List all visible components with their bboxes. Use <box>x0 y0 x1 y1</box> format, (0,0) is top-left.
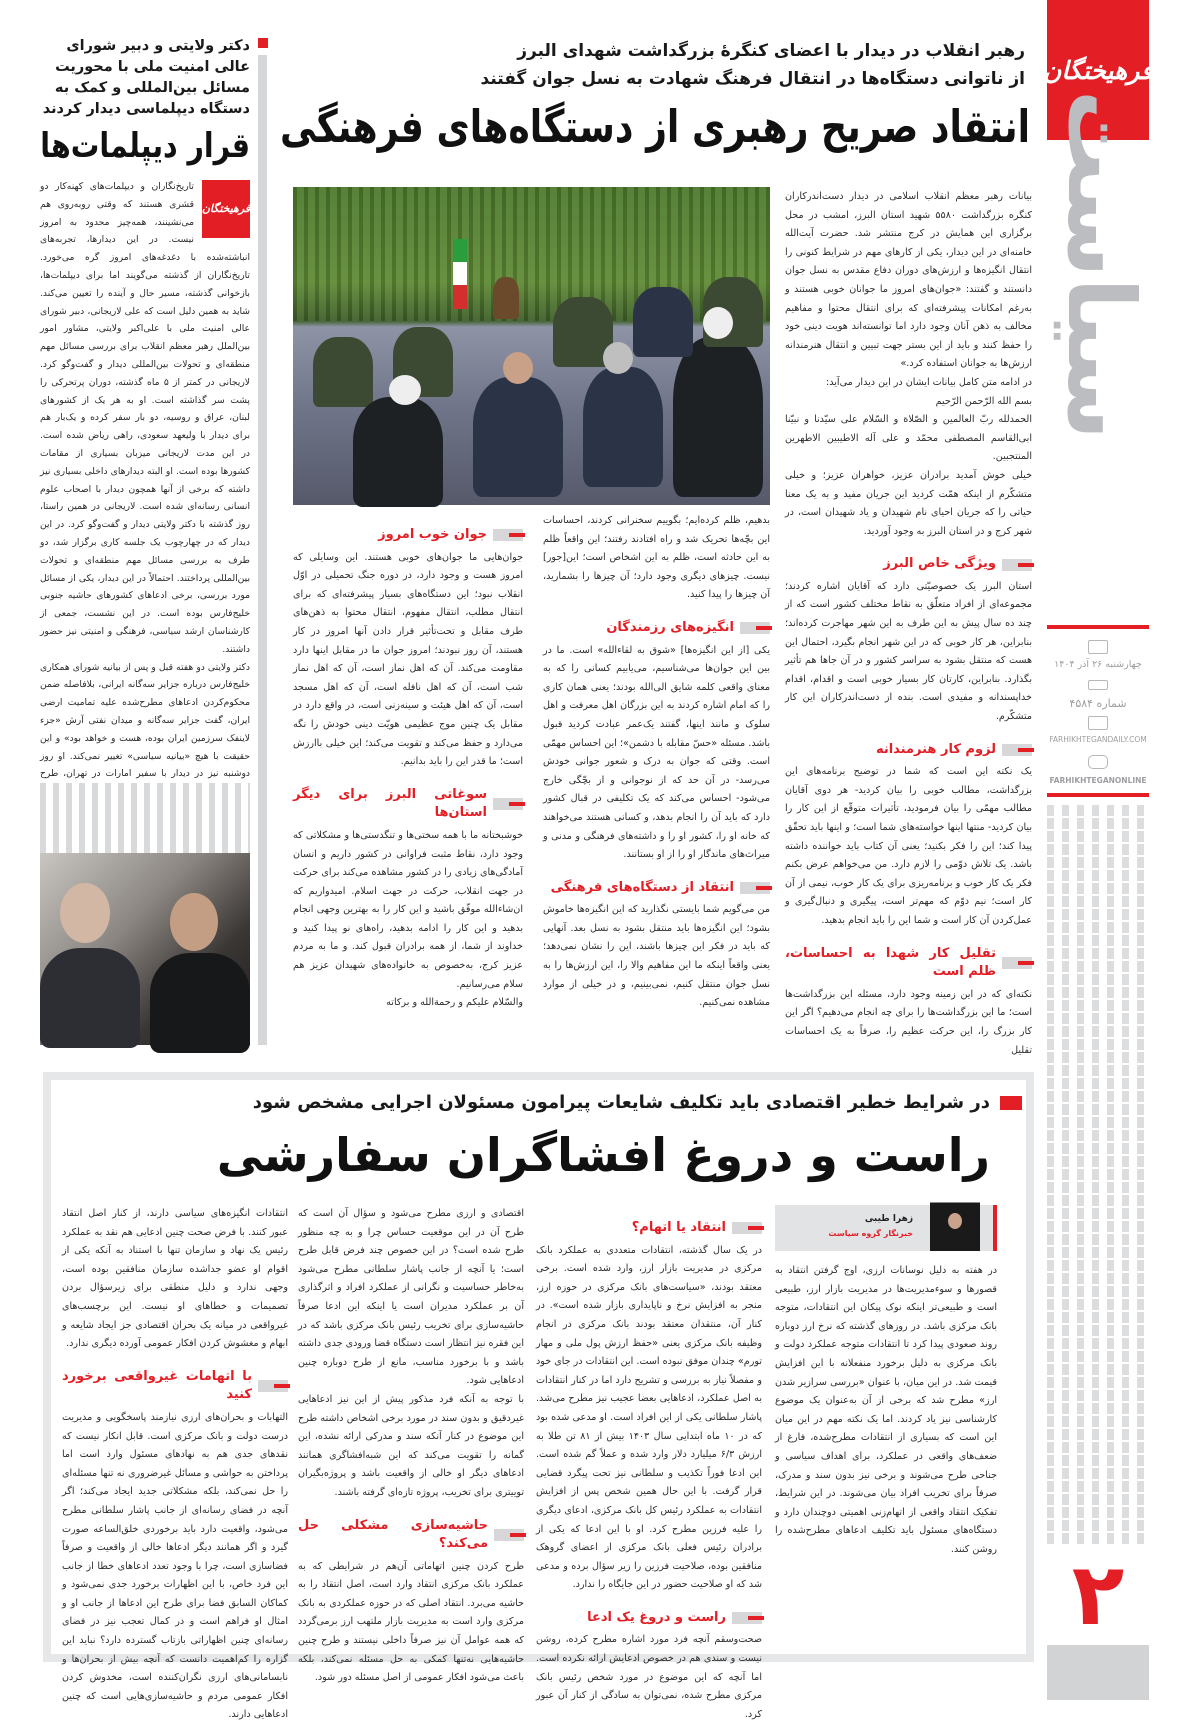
social-handle[interactable]: FARHIKHTEGANONLINE <box>1049 776 1147 785</box>
main-column-middle <box>543 512 770 1048</box>
paragraph: صحت‌وسقم آنچه فرد مورد اشاره مطرح کرده، روشن نیست و سندی هم در خصوص ادعایش ارائه نکرده است. اما آنچه که این موضوع در مورد شخص رئیس بانک مرکزی مطرح شده، نمی‌توان به سادگی از کنار آن عبور کرد. <box>536 1634 762 1720</box>
author-role: خبرنگار گروه سیاست <box>828 1229 913 1238</box>
paragraph: انتقادات انگیزه‌های سیاسی دارند، از کنار اصل انتقاد عبور کنند. با فرض صحت چنین ادعایی هم نقد به عملکرد رئیس یک نهاد و سازمان تنها با استناد به آنکه یکی از اقوام او عضو جداشده سازمان منافقین بوده است، وجهی ندارد و دلیل منطقی برای زیرسؤال بردن تصمیمات و خطاهای او نیست. این برچسب‌های غیرواقعی در میانه یک بحران اقتصادی جز ایجاد شایعه و ابهام و مغشوش کردن افکار عمومی آورده دیگری ندارد. <box>62 1208 288 1350</box>
paragraph: یکی [از این انگیزه‌ها] «شوق به لقاءالله» است. ما در بین این جوان‌ها می‌شناسیم، می‌یابیم کسانی را که به معنای واقعی کلمه شایق الی‌الله بودند؛ یعنی همان کاری را که امام اشاره کردند به این بزرگان اهل معرفت و اهل سلوک و مانند اینها، گفتند یک‌عمر عبادت کردید قبول باشد. مسئله «حسّ مقابله با دشمن»؛ این احساس مهمّی است. وقتی که جوان به درک و شعور جوانی خودش می‌رسد- در آن حد که از نوجوانی و از بچّگی خارج می‌شود- احساس می‌کند که یک تکلیفی در قبال کشور دارد که باید آن را انجام بدهد، و کسانی هستند می‌خواهند که خانه او را، کشور او را و داشته‌های فرهنگی و مدنی و میراث‌های ماندگار او را از او بستانند. <box>543 644 770 861</box>
bottom-headline: راست و دروغ افشاگران سفارشی <box>216 1128 990 1182</box>
accent-bar <box>1000 1096 1022 1110</box>
paragraph: بیانات رهبر معظم انقلاب اسلامی در دیدار دست‌اندرکاران کنگره بزرگداشت ۵۵۸۰ شهید استان البرز، امشب در محل برگزاری این همایش در کرج منتشر شد. حضرت آیت‌الله خامنه‌ای در این دیدار، یکی از کارهای مهم در شرایط کنونی را انتقال انگیزه‌ها و ارزش‌های دوران دفاع مقدس به نسل جوان دانستند و گفتند: «جوان‌های امروز ما جوانان خوبی هستند و به‌رغم امکانات پیشرفته‌ای که برای انتقال محتوا و مفاهیم مخالف به ذهن آنان وجود دارد اما توانسته‌اند هویت دینی خود را حفظ کنند و باید از این بستر جهت تبیین و انتقال هنرمندانه ارزش‌ها به جوانان استفاده کرد.» <box>785 191 1032 370</box>
paragraph: بدهیم، ظلم کرده‌ایم؛ بگوییم سخنرانی کردند، احساسات این بچّه‌ها تحریک شد و راه افتادند رفتند؛ این واقعاً ظلم به این حادثه است، ظلم به این اشخاص است؛ این‌[جور] نیست. چیزهای دیگری وجود دارد؛ آن چیزها را بشمارید، آن چیزها را پیدا کنید. <box>543 515 770 601</box>
main-column-left <box>293 512 523 1048</box>
subheading <box>293 786 523 823</box>
website-icon <box>1088 716 1108 730</box>
bottom-column-2 <box>536 1205 763 1720</box>
side-headline: قرار دیپلمات‌ها <box>40 126 250 166</box>
subheading-marker-icon <box>740 882 770 894</box>
paragraph: جوان‌هایی ما جوان‌های خوبی هستند. این وسایلی که امروز هست و وجود دارد، در دوره جنگ تحمیلی در اوّل انقلاب نبود؛ این دستگاه‌های بسیار پیشرفته‌ای که برای انتقال مطلب، انتقال مفهوم، انتقال محتوا به ذهن‌های طرف مقابل و تحت‌تأثیر قرار دادن آنها امروز در کار هستند، آن روز نبودند؛ امروز جوان ما در مقابل اینها دارد مقاومت می‌کند. آن که اهل نماز است، آن که اهل نماز شب است، آن که اهل نافله است، آن که اهل مسجد است، آن که اهل هیئت و سینه‌زنی است، در واقع دارد در مقابل یک چنین موج عظیمی هویّت دینی خودش را نگه می‌دارد و حفظ می‌کند و تقویت می‌کند؛ این خیلی باارزش است؛ ما قدر این را باید بدانیم. <box>293 551 523 768</box>
author-name: زهرا طیبی <box>864 1214 913 1224</box>
subheading-marker-icon <box>1002 957 1032 969</box>
page-number: ۲ <box>1071 1545 1125 1645</box>
paragraph: خوشبختانه ما با همه سختی‌ها و تنگدستی‌ها و مشکلاتی که وجود دارد، نقاط مثبت فراوانی در کشور داریم و انسان آمادگی‌های زیادی را در کشور مشاهده می‌کند برای حرکت در جهت انقلاب، حرکت در جهت اسلام. امیدواریم که ان‌شاءالله موفّق باشید و این کار را به بهترین وجهی انجام بدهید و این کار را ادامه بدهید، راه‌های نو پیدا کنید و خداوند از شما، از همه برادران قبول کند. و ما به مردم عزیز کرج، به‌خصوص به خانواده‌های شهیدان عزیز هم سلام می‌رسانیم. <box>293 829 523 990</box>
subheading-marker-icon <box>493 798 523 810</box>
side-photo <box>40 853 250 1045</box>
bottom-column-4 <box>62 1205 288 1721</box>
website-link[interactable]: FARHIKHTEGANDAILY.COM <box>1049 735 1147 744</box>
paragraph: طرح کردن چنین اتهاماتی آن‌هم در شرایطی که به عملکرد بانک مرکزی انتقاد وارد است، اصل انتقاد را به حاشیه می‌برد. انتقاد اصلی که در حوزه عملکردی به بانک مرکزی وارد است به مدیریت بازار ملتهب ارز برمی‌گردد که همه عوامل آن نیز صرفاً داخلی نیستند و طرح چنین حاشیه‌هایی نه‌تنها کمکی به حل مسئله نمی‌کند، بلکه باعث می‌شود افکار عمومی از اصل مسئله دور شود. <box>298 1560 524 1684</box>
paragraph: اقتصادی و ارزی مطرح می‌شود و سؤال آن است که طرح آن در این موقعیت حساس چرا و به چه منظور طرح شده است؟ در این خصوص چند فرض قابل طرح است؛ یا آنچه از جانب پاشار سلطانی مطرح می‌شود به‌خاطر حساسیت و نگرانی از عملکرد افراد و اثرگذاری آن بر عملکرد مدیران است یا اینکه این ادعا صرفاً حاشیه‌سازی برای تخریب رئیس بانک مرکزی باشد که در این فقره نیز انتظار است دستگاه قضا ورودی جدی داشته باشد و با برخورد مناسب، مانع از طرح دوباره چنین ادعاهایی شود. <box>298 1208 524 1387</box>
subheading <box>62 1368 288 1405</box>
subheading-marker-icon <box>1002 559 1032 571</box>
paragraph: والسّلام علیکم و رحمةالله و برکاته <box>386 997 523 1009</box>
main-headline: انتقاد صریح رهبری از دستگاه‌های فرهنگی <box>280 100 1030 153</box>
subheading-marker-icon <box>732 1612 762 1624</box>
paragraph: من می‌گویم شما بایستی نگذارید که این انگیزه‌ها خاموش بشود؛ این انگیزه‌ها باید منتقل بشود به نسل بعد. آنهایی که باید در فکر این چیزها باشند، این را نشان نمی‌دهد؛ یعنی واقعاً اینکه ما این مفاهیم والا را، این ارزش‌ها را به نسل جوان منتقل کنیم، نمی‌بینیم، و در خیلی از موارد مشاهده نمی‌کنیم. <box>543 904 770 1009</box>
subheading-marker-icon <box>1002 744 1032 756</box>
subheading-text: با اتهامات غیرواقعی برخورد کنید <box>62 1368 252 1403</box>
subheading-text: سوغاتی البرز برای دیگر استان‌ها <box>293 786 487 821</box>
photo-pattern <box>40 783 250 853</box>
paragraph: الحمدلله ربّ العالمین و الصّلاة و السّلام علی سیّدنا و نبیّنا ابی‌القاسم المصطفی محمّد و علی آله الاطیبین الاطهرین المنتجبین. <box>785 414 1032 463</box>
subheading-text: ویژگی خاص البرز <box>883 556 996 572</box>
paragraph: تاریخ‌نگاران و دیپلمات‌های کهنه‌کار دو قشری هستند که وقتی رو‌به‌روی هم می‌نشینند، همه‌چیز محدود به امروز نیست. در این دیدارها، تجربه‌های انباشته‌شده با دغدغه‌های امروز گره می‌خورد. تاریخ‌نگاران از گذشته می‌گویند اما برای دیپلمات‌ها، بازخوانی گذشته، مسیر حال و آینده را تعیین می‌کند. شاید به همین دلیل است که علی لاریجانی، دبیر شورای عالی امنیت ملی با علی‌اکبر ولایتی، مشاور امور بین‌الملل رهبر معظم انقلاب برای بررسی مسائل مهم منطقه‌ای و تحولات بین‌المللی دیدار و گفت‌وگو کرد. لاریجانی در کمتر از ۵ ماه گذشته، دوران پرتحرکی را پشت سر گذاشته است. او به هر یک از کشورهای لبنان، عراق و روسیه، دو بار سفر کرده و یک‌بار هم برای دیدار با ولیعهد سعودی، راهی ریاض شده است. در این مدت لاریجانی میزبان بسیاری از مقامات کشورها بوده است. او البته دیدارهای داخلی بسیاری نیز داشته که برخی از آنها همچون دیدار با اصحاب علوم انسانی رسانه‌ای شده است. لاریجانی در همین راستا، روز گذشته با دکتر ولایتی دیدار و گفت‌وگو کرد. در این دیدار که در چهارچوب یک جلسه کاری برگزار شد، دو طرف به بررسی مسائل مهم منطقه‌ای و تحولات بین‌المللی پرداختند. احتمالاً در این دیدار، یکی از مسائل مورد بررسی، برخی ادعاهای کشورهای حاشیه جنوبی خلیج‌فارس بوده است. در این نشست، جمعی از کارشناسان ارشد سیاسی، فرهنگی و امنیتی نیز حضور داشتند. <box>40 181 250 655</box>
flag <box>453 239 467 309</box>
issue-number: شماره ۴۵۸۴ <box>1069 697 1127 710</box>
side-article-body <box>40 178 250 872</box>
subheading <box>543 879 770 898</box>
column-divider <box>258 55 267 1045</box>
paragraph: بسم الله الرّحمن الرّحیم <box>935 395 1032 407</box>
subheading-marker-icon <box>258 1380 288 1392</box>
section-title: سیاست <box>1047 89 1154 440</box>
divider <box>1047 625 1149 629</box>
subheading <box>536 1219 762 1238</box>
paragraph: در هفته‌ به دلیل نوسانات ارزی، اوج گرفتن انتقاد به قصورها و سوءمدیریت‌ها در مدیریت بازار ارز، طبیعی است و طبیعی‌تر اینکه نوک پیکان این انتقادات، متوجه بانک مرکزی باشد. در روزهای گذشته که نرخ ارز دوباره روند صعودی پیدا کرد تا انتقادات متوجه عملکرد دولت و بانک مرکزی به دلیل برخورد منفعلانه با این افزایش قیمت شد. در این میان، با عنوان «بررسی سرازیر شدن ارز» مطرح شد که برخی از آن به‌عنوان یک موضوع کارشناسی نیز یاد کردند. اما یک نکته مهم در این میان این است که بسیاری از انتقادات مطرح‌شده، فارغ از ضعف‌های واقعی در عملکرد، برای اهداف سیاسی و جناحی طرح می‌شوند و برخی نیز بدون سند و مدرک، صرفاً برای تخریب افراد بیان می‌شوند. در این شرایط، تفکیک انتقاد واقعی از اتهام‌زنی اهمیتی دوچندان دارد و دستگاه‌های مسئول باید تکلیف ادعاهای مطرح‌شده را روشن کنند. <box>775 1265 997 1555</box>
subheading-marker-icon <box>494 1529 524 1541</box>
bottom-column-1 <box>775 1262 997 1642</box>
paragraph: دکتر ولایتی دو هفته قبل و پس از بیانیه شورای همکاری خلیج‌فارس درباره جزایر سه‌گانه ایرانی، بلافاصله ضمن محکوم‌کردن ادعاهای مطرح‌شده علیه تمامیت ارضی ایران، گفت جزایر سه‌گانه و میدان نفتی آرش «جزء لاینفک سرزمین ایران بوده، هست و خواهد بود» و این حقیقت با هیچ «بیانیه سیاسی» تغییر نمی‌کند. او روز دوشنبه نیز در دیدار با سفیر امارات در تهران، طرح <box>40 661 250 780</box>
calendar-icon <box>1088 640 1108 654</box>
subheading <box>785 741 1032 760</box>
accent-square <box>258 38 268 48</box>
side-kicker: دکتر ولایتی و دبیر شورای عالی امنیت ملی با محوریت مسائل بین‌المللی و کمک به دستگاه دیپلماسی دیدار کردند <box>42 38 250 117</box>
subheading <box>536 1609 762 1628</box>
main-photo <box>293 187 770 505</box>
issue-date: چهارشنبه ۲۶ آذر ۱۴۰۴ <box>1054 659 1142 670</box>
subheading-text: انتقاد یا اتهام؟ <box>631 1220 726 1235</box>
paragraph: خیلی خوش آمدید برادران عزیز، خواهران عزیز؛ و خیلی متشکّرم از اینکه همّت کردید این جریان مفید و به یک معنا حیاتی را که جریان احیای نام شهیدان و یاد شهیدان است، در شهر کرج و در استان البرز به وجود آوردید. <box>785 469 1032 537</box>
side-article <box>40 36 251 780</box>
paragraph: در ادامه متن کامل بیانات ایشان در این دیدار می‌آید: <box>825 376 1032 388</box>
bottom-column-3 <box>298 1205 524 1684</box>
subheading <box>785 555 1032 574</box>
paragraph: نکته‌ای که در این زمینه وجود دارد، مسئله این بزرگداشت‌ها است؛ ما این بزرگداشت‌ها را برای چه انجام می‌دهیم؟ اگر این کار بزرگ را، این حرکت عظیم را، صرفاً به یک احساسات تقلیل <box>785 988 1032 1056</box>
subheading-marker-icon <box>493 529 523 541</box>
paragraph: التهابات و بحران‌های ارزی نیازمند پاسخگویی و مدیریت درست دولت و بانک مرکزی است. قابل انکار نیست که نقدهای جدی هم به نهادهای مسئول وارد است اما پرداختن به حواشی و مسائل غیرضروری نه تنها مسئله‌ای را حل نمی‌کند، بلکه مشکلاتی جدید ایجاد می‌کند؛ اگر آنچه در فضای رسانه‌ای از جانب پاشار سلطانی مطرح می‌شود، واقعیت دارد باید برخوردی خلق‌الساعه صورت گیرد و اگر همانند دیگر ادعاها خالی از واقعیت و صرفاً فضاسازی است، چرا با وجود تعدد ادعاهای خطا از جانب این فرد خاص، با این اظهارات برخورد جدی نمی‌شود و کماکان السابق فضا برای طرح این ادعاها از جانب او و امثال او فراهم است و در کمال تعجب نیز در فضای رسانه‌ای چنین اظهاراتی بازتاب گسترده دارد؟ نباید این گزاره را کم‌اهمیت دانست که آنچه بیش از بحران‌ها و نابسامانی‌های ارزی نگران‌کننده است، مخدوش کردن افکار عمومی مردم و حاشیه‌سازی‌هایی است که چنین ادعاهایی دارند. <box>62 1411 288 1721</box>
paragraph: با توجه به آنکه فرد مذکور پیش از این نیز ادعاهایی غیردقیق و بدون سند در مورد برخی اشخاص داشته طرح این موضوع در کنار آنکه سند و مدرکی ارائه نشده، این گمانه را تقویت می‌کند که این شبه‌افشاگری همانند ادعاهای دیگر او خالی از واقعیت باشد و پروژه‌بگیران توییتری برای تخریب، پروژه تازه‌ای گرفته باشند. <box>298 1393 524 1498</box>
newspaper-icon <box>1088 680 1108 690</box>
subheading-text: جوان خوب امروز <box>378 527 487 542</box>
newspaper-logo-small: فرهیختگان <box>202 180 250 238</box>
main-kicker-2: از ناتوانی دستگاه‌ها در انتقال فرهنگ شهادت به نسل جوان گفتند <box>480 69 1025 89</box>
subheading <box>298 1517 524 1554</box>
paragraph: استان البرز یک خصوصیّتی دارد که آقایان اشاره کردند؛ مجموعه‌ای از افراد متعلّق به نقاط مختلف کشور است که از چند ده سال پیش به این طرف به این شهر مهاجرت کرده‌اند؛ بنابراین، هر کار خوبی که در این شهر انجام بگیرد، احتمال این هست که منتقل بشود به سراسر کشور و در آن جاها هم تأثیر بگذارد. بنابراین، کارتان کار بسیار خوبی است و اقدام، اقدام خداپسندانه و مفیدی است. بنده از دست‌اندرکاران این کار متشکّرم. <box>785 580 1032 723</box>
subheading-text: لزوم کار هنرمندانه <box>875 741 996 757</box>
subheading-text: تقلیل کار شهدا به احساسات، ظلم است <box>785 945 996 980</box>
bottom-kicker: در شرایط خطیر اقتصادی باید تکلیف شایعات پیرامون مسئولان اجرایی مشخص شود <box>252 1092 990 1113</box>
author-avatar <box>930 1197 980 1251</box>
subheading-marker-icon <box>732 1222 762 1234</box>
subheading <box>543 619 770 638</box>
subheading-marker-icon <box>740 622 770 634</box>
subheading <box>293 526 523 545</box>
paragraph: در یک سال گذشته، انتقادات متعددی به عملکرد بانک مرکزی در مدیریت بازار ارز، وارد شده است. برخی معتقد بودند، «سیاست‌های بانک مرکزی در حوزه ارز، منجر به افزایش نرخ و ناپایداری بازار شده است». در کنار آن، منتقدان معتقد بودند بانک مرکزی در انجام وظیفه بانک مرکزی یعنی «حفظ ارزش پول ملی و مهار تورم» چندان موفق نبوده است. این انتقادات در جای خود و مفصلاً نیاز به بررسی و تشریح دارد اما در کنار انتقادات به اصل عملکرد، ادعاهایی بعضا عجیب نیز مطرح می‌شد. پاشار سلطانی یکی از این افراد است. او مدعی شده بود که در ۱۰ ماه ابتدایی سال ۱۴۰۳ بیش از ۸۱ تن طلا به ارزش ۶/۳ میلیارد دلار وارد شده و عملاً گم شده است. این ادعا فوراً تکذیب و سلطانی نیز تحت پیگرد قضایی قرار گرفت. با این حال همین شخص پس از افزایش انتقادات به عملکرد رئیس کل بانک مرکزی، ادعای دیگری را علیه فرزین مطرح کرد. او با این ادعا که یکی از برادران رئیس فعلی بانک مرکزی از اعضای گروهک منافقین بوده، صلاحیت فرزین را زیر سؤال برده و مدعی شد که او صلاحیت حضور در این جایگاه را ندارد. <box>536 1244 763 1591</box>
decorative-pattern <box>1047 805 1149 1545</box>
subheading-text: راست و دروغ یک ادعا <box>587 1609 726 1625</box>
decorative-block <box>1047 1645 1149 1700</box>
subheading <box>785 945 1032 982</box>
subheading-text: حاشیه‌سازی مشکلی حل می‌کند؟ <box>298 1517 488 1552</box>
social-icon <box>1088 755 1108 769</box>
newspaper-logo: فرهیختگان <box>1047 0 1149 140</box>
main-kicker-1: رهبر انقلاب در دیدار با اعضای کنگرۀ بزرگداشت شهدای البرز <box>517 41 1025 61</box>
subheading-text: انتقاد از دستگاه‌های فرهنگی <box>550 879 734 895</box>
main-column-right <box>785 188 1032 1056</box>
subheading-text: انگیزه‌های رزمندگان <box>606 619 734 635</box>
paragraph: یک نکته این است که شما در توضیح برنامه‌های این بزرگداشت، مطالب خوبی را بیان کردید- هر دوی آقایان مطالب مهمّی را بیان فرمودید، تأثیرات متوقّع از این کار را بیان کردید- منتها اینها خواسته‌های شما است؛ و اینها باید تحقّق پیدا کند؛ این را فکر بکنید؛ یعنی آن کتاب باید خواننده داشته باشد. یک تلاش دوّمی را لازم دارد. من می‌خواهم عرض بکنم فکر یک کار خوب و برنامه‌ریزی برای یک کار خوب، نیمی از آن کار است؛ نیم دوّم که مهم‌تر است، پیگیری و دنبال‌گیری و عمل‌کردن آن کار است و شما این را باید انجام بدهید. <box>785 766 1032 926</box>
divider <box>1047 793 1149 797</box>
